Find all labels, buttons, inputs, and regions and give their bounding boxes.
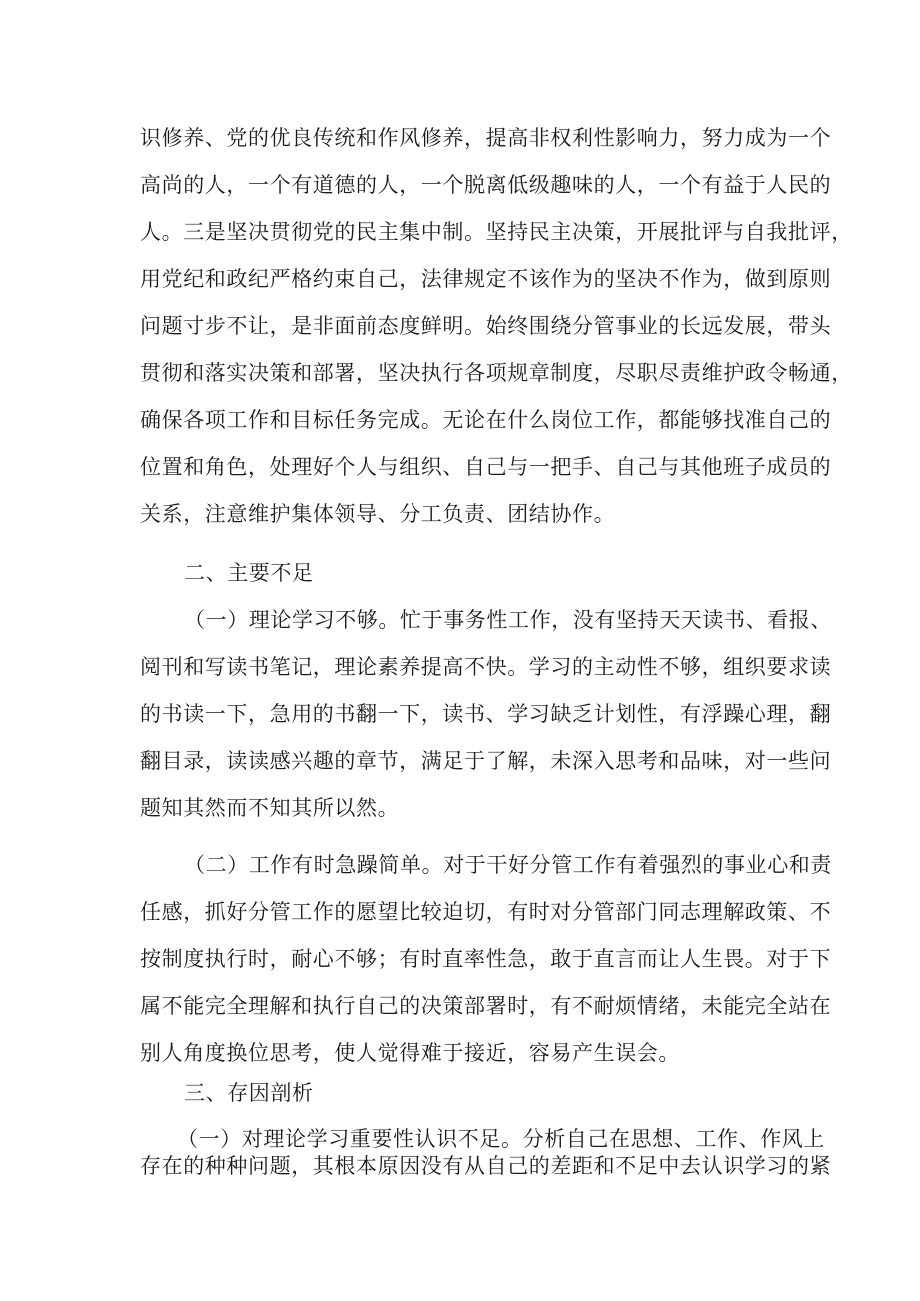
- paragraph-line: 位置和角色，处理好个人与组织、自己与一把手、自己与其他班子成员的: [140, 455, 832, 479]
- paragraph-line: 题知其然而不知其所以然。: [140, 796, 400, 820]
- paragraph-line: 属不能完全理解和执行自己的决策部署时，有不耐烦情绪，未能完全站在: [140, 994, 832, 1018]
- section-heading-cause-analysis: 三、存因剖析: [184, 1081, 314, 1105]
- paragraph-line: 用党纪和政纪严格约束自己，法律规定不该作为的坚决不作为，做到原则: [140, 267, 832, 291]
- paragraph-line: 关系，注意维护集体领导、分工负责、团结协作。: [140, 502, 616, 526]
- paragraph-line: 贯彻和落实决策和部署，坚决执行各项规章制度，尽职尽责维护政令畅通，: [140, 361, 853, 385]
- paragraph-line: （二）工作有时急躁简单。对于干好分管工作有着强烈的事业心和责: [184, 853, 832, 877]
- paragraph-line: （一）理论学习不够。忙于事务性工作，没有坚持天天读书、看报、: [184, 608, 832, 632]
- section-heading-main-shortcomings: 二、主要不足: [184, 561, 314, 585]
- paragraph-line: 阅刊和写读书笔记，理论素养提高不快。学习的主动性不够，组织要求读: [140, 655, 832, 679]
- paragraph-line: 翻目录，读读感兴趣的章节，满足于了解，未深入思考和品味，对一些问: [140, 749, 832, 773]
- paragraph-line: 人。三是坚决贯彻党的民主集中制。坚持民主决策，开展批评与自我批评，: [140, 220, 853, 244]
- paragraph-line: 按制度执行时，耐心不够；有时直率性急，敢于直言而让人生畏。对于下: [140, 947, 832, 971]
- paragraph-line: 识修养、党的优良传统和作风修养，提高非权利性影响力，努力成为一个: [140, 126, 832, 150]
- paragraph-line: 问题寸步不让，是非面前态度鲜明。始终围绕分管事业的长远发展，带头: [140, 314, 832, 338]
- paragraph-line: 存在的种种问题，其根本原因没有从自己的差距和不足中去认识学习的紧: [140, 1154, 832, 1178]
- paragraph-line: （一）对理论学习重要性认识不足。分析自己在思想、工作、作风上: [177, 1127, 825, 1151]
- paragraph-line: 的书读一下，急用的书翻一下，读书、学习缺乏计划性，有浮躁心理，翻: [140, 702, 832, 726]
- paragraph-line: 别人角度换位思考，使人觉得难于接近，容易产生误会。: [140, 1041, 680, 1065]
- paragraph-line: 确保各项工作和目标任务完成。无论在什么岗位工作，都能够找准自己的: [140, 408, 832, 432]
- paragraph-line: 高尚的人，一个有道德的人，一个脱离低级趣味的人，一个有益于人民的: [140, 173, 832, 197]
- paragraph-line: 任感，抓好分管工作的愿望比较迫切，有时对分管部门同志理解政策、不: [140, 900, 832, 924]
